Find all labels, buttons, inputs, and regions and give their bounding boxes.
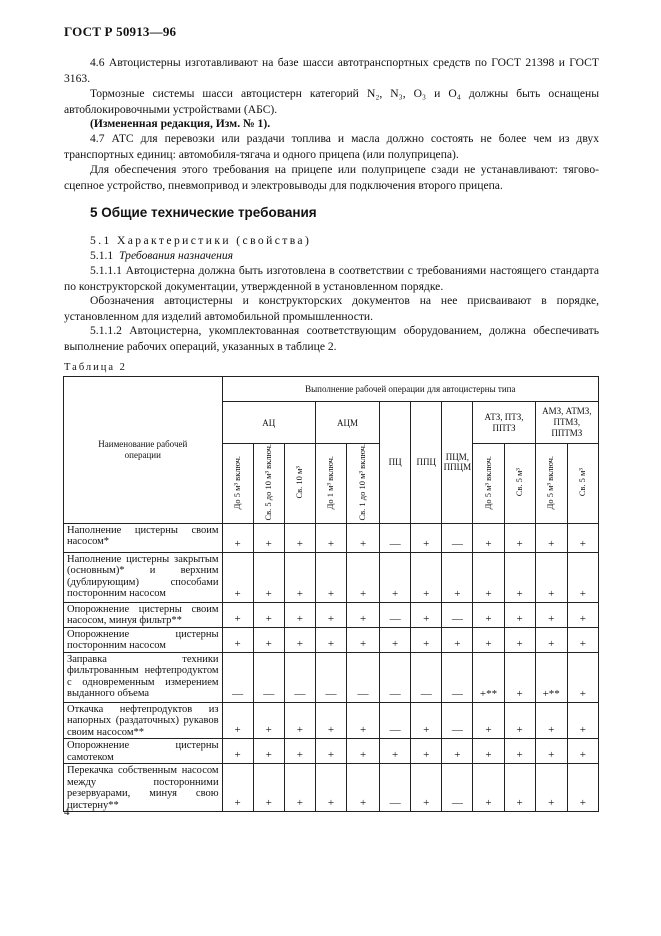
document-header: ГОСТ Р 50913—96 [64,24,177,39]
table-cell: + [253,739,284,764]
operation-name: Наполнение цистерны закрытым (основным)* и верхним (дублирующим) способами посторонним насосом [64,552,223,602]
type-atz: АТЗ, ПТЗ, ППТЗ [473,402,535,444]
type-ac: АЦ [222,402,315,444]
table-cell: — [380,764,411,812]
sub-acm-1: До 1 м³ включ. [315,444,346,524]
paragraph-5-1-1 [64,248,599,264]
operation-name: Опорожнение цистерны посторонним насосом [64,627,223,652]
table-cell: + [535,702,567,739]
table-cell: + [380,552,411,602]
paragraph-5-1-1-2: 5.1.1.2 Автоцистерна, укомплектованная соответствующим оборудованием, должна обеспечивать выполнение рабочих операций, указанных в таблице 2. [64,324,599,353]
table-row [64,523,599,552]
table-cell: + [567,739,598,764]
table-cell: + [473,739,504,764]
table-cell: + [535,552,567,602]
column-group-header: Выполнение рабочей операции для автоцистерны типа [222,377,598,402]
sub-ac-3: Св. 10 м³ [284,444,315,524]
table-cell: + [567,552,598,602]
table-cell: + [315,739,346,764]
table-cell: + [504,552,535,602]
paragraph-5-1: 5.1 Характеристики (свойства) [90,234,312,247]
table-cell: — [347,652,380,702]
table-cell: + [284,602,315,627]
table-cell: + [473,523,504,552]
table-cell: + [535,739,567,764]
table-cell: + [253,764,284,812]
table-cell: + [284,552,315,602]
table-cell: + [411,523,442,552]
table-cell: + [411,739,442,764]
sub-ac-2: Св. 5 до 10 м³ включ. [253,444,284,524]
table-cell: + [504,739,535,764]
table-cell: — [380,523,411,552]
table-cell: + [284,523,315,552]
table-cell: + [253,627,284,652]
table-cell: +** [473,652,504,702]
table-cell: + [504,627,535,652]
table-cell: + [411,764,442,812]
table-cell: + [222,552,253,602]
table-cell: + [315,764,346,812]
table-cell: + [473,702,504,739]
table-cell: + [504,523,535,552]
operation-name: Наполнение цистерны своим насосом* [64,523,223,552]
table-row [64,602,599,627]
table-cell: + [347,627,380,652]
type-pc: ПЦ [380,402,411,524]
table-cell: + [473,552,504,602]
sub-atz-2: Св. 5 м³ [504,444,535,524]
table-cell: + [347,523,380,552]
type-amz: АМЗ, АТМЗ, ПТМЗ, ППТМЗ [535,402,598,444]
sub-amz-1: До 5 м³ включ. [535,444,567,524]
table-cell: — [442,602,473,627]
table-cell: — [380,652,411,702]
table-cell: + [253,602,284,627]
table-cell: + [504,652,535,702]
table-cell: + [315,627,346,652]
operation-name: Опорожнение цистерны самотеком [64,739,223,764]
table-cell: + [284,702,315,739]
table-cell: + [567,523,598,552]
table-cell: + [535,627,567,652]
table-caption: Таблица 2 [64,362,127,373]
table-cell: — [442,652,473,702]
table-cell: + [222,602,253,627]
operation-name: Опорожнение цистерны своим насосом, минуя фильтр** [64,602,223,627]
table-cell: + [411,627,442,652]
sub-amz-2: Св. 5 м³ [567,444,598,524]
table-cell: + [284,627,315,652]
table-cell: + [253,702,284,739]
amendment-note: (Измененная редакция, Изм. № 1). [90,117,271,130]
table-cell: + [347,702,380,739]
table-cell: + [504,764,535,812]
clause-title: Требования назначения [118,249,234,262]
table-cell: + [253,523,284,552]
table-row [64,764,599,812]
paragraph-5-1-1-1-b: Обозначения автоцистерны и конструкторских документов на нее присваивают в порядке, установленном для изделий автомобильной промышленности. [64,294,599,323]
paragraph-5-1-1-1: 5.1.1.1 Автоцистерна должна быть изготовлена в соответствии с требованиями настоящего стандарта по конструкторской документации, утвержденной в установленном порядке. [64,264,599,293]
table-cell: + [380,627,411,652]
table-row [64,702,599,739]
type-acm: АЦМ [315,402,379,444]
table-cell: + [284,739,315,764]
table-cell: — [222,652,253,702]
table-cell: — [284,652,315,702]
table-cell: + [347,552,380,602]
table-cell: +** [535,652,567,702]
table-cell: + [222,764,253,812]
operation-name: Заправка техники фильтрованным нефтепродуктом с одновременным измерением выданного объема [64,652,223,702]
table-row [64,652,599,702]
table-cell: + [473,627,504,652]
table-cell: — [442,702,473,739]
table-cell: + [442,627,473,652]
table-cell: + [315,552,346,602]
table-cell: — [315,652,346,702]
table-cell: + [222,739,253,764]
table-cell: + [567,702,598,739]
table-cell: — [380,702,411,739]
paragraph-4-6-brakes: Тормозные системы шасси автоцистерн категорий N₂, N₃, O₃ и O₄ должны быть оснащены автоблокировочными устройствами (АБС). [64,87,599,116]
table-cell: + [222,702,253,739]
table-cell: + [535,764,567,812]
table-cell: + [473,764,504,812]
table-row [64,627,599,652]
type-ppc: ППЦ [411,402,442,524]
table-cell: + [222,627,253,652]
page-number: 4 [64,806,70,818]
table-cell: + [411,602,442,627]
table-cell: + [222,523,253,552]
table-cell: + [315,602,346,627]
sub-acm-2: Св. 1 до 10 м³ включ. [347,444,380,524]
table-cell: + [504,702,535,739]
table-row [64,739,599,764]
table-cell: + [567,627,598,652]
table-cell: + [411,702,442,739]
operations-table [63,376,599,812]
table-cell: + [504,602,535,627]
table-cell: + [535,523,567,552]
table-cell: — [442,523,473,552]
sub-ac-1: До 5 м³ включ. [222,444,253,524]
table-cell: + [411,552,442,602]
table-cell: + [535,602,567,627]
paragraph-4-7-b: Для обеспечения этого требования на прицепе или полуприцепе сзади не устанавливают: тягово-сцепное устройство, пневмопривод и электровыводы для подключения второго прицепа. [64,163,599,192]
table-cell: — [380,602,411,627]
table-cell: + [347,764,380,812]
clause-number: 5.1.1 [90,249,114,262]
table-cell: + [442,739,473,764]
table-cell: + [315,523,346,552]
paragraph-4-7: 4.7 АТС для перевозки или раздачи топлива и масла должно состоять не более чем из двух транспортных единиц: автомобиля-тягача и одного прицепа (или полуприцепа). [64,132,599,161]
table-cell: + [567,602,598,627]
table-cell: + [442,552,473,602]
table-cell: — [253,652,284,702]
paragraph-4-6: 4.6 Автоцистерны изготавливают на базе шасси автотранспортных средств по ГОСТ 21398 и ГОСТ 3163. [64,56,599,85]
sub-atz-1: До 5 м³ включ. [473,444,504,524]
table-cell: + [380,739,411,764]
table-cell: + [567,652,598,702]
table-row [64,552,599,602]
operation-name: Перекачка собственным насосом между посторонними резервуарами, минуя свою цистерну** [64,764,223,812]
table-cell: + [567,764,598,812]
section-heading: 5 Общие технические требования [90,205,317,220]
table-cell: + [347,739,380,764]
table-cell: + [253,552,284,602]
column-header-operation: Наименование рабочей операции [64,377,223,524]
table-cell: + [315,702,346,739]
table-cell: + [347,602,380,627]
operation-name: Откачка нефтепродуктов из напорных (раздаточных) рукавов своим насосом** [64,702,223,739]
table-cell: — [442,764,473,812]
type-pcm: ПЦМ, ППЦМ [442,402,473,524]
table-cell: + [473,602,504,627]
table-cell: — [411,652,442,702]
table-cell: + [284,764,315,812]
